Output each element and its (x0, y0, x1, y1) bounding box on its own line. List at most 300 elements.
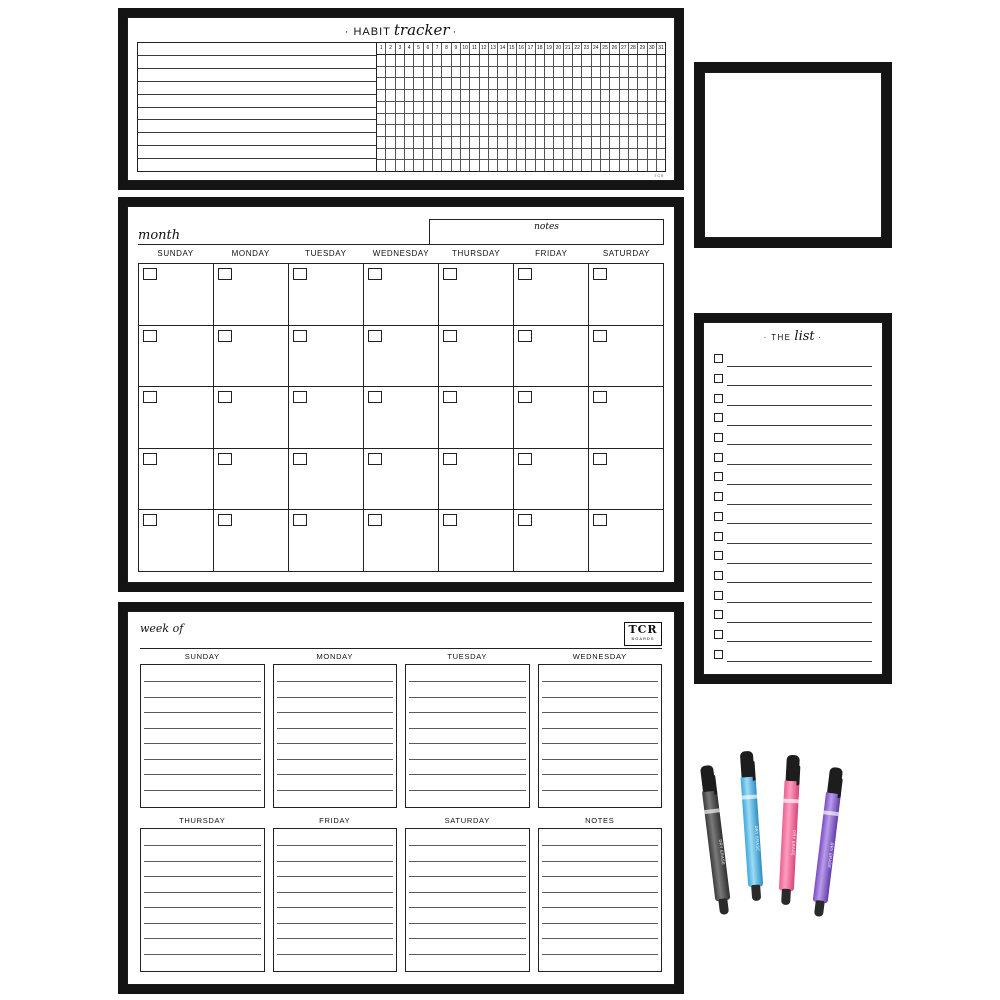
weekly-writing-line[interactable] (144, 775, 261, 790)
weekly-writing-line[interactable] (409, 955, 526, 969)
habit-check-cell[interactable] (526, 78, 535, 89)
habit-check-cell[interactable] (452, 67, 461, 78)
month-day-cell[interactable] (289, 387, 364, 448)
month-date-number-box[interactable] (593, 268, 607, 280)
weekly-writing-line[interactable] (542, 831, 659, 846)
month-day-cell[interactable] (514, 449, 589, 510)
habit-check-cell[interactable] (629, 125, 638, 136)
habit-check-cell[interactable] (620, 137, 629, 148)
habit-check-cell[interactable] (386, 114, 395, 125)
habit-check-cell[interactable] (470, 114, 479, 125)
month-day-cell[interactable] (589, 510, 663, 571)
marker-purple[interactable] (811, 767, 844, 918)
weekly-writing-line[interactable] (542, 667, 659, 682)
weekly-writing-line[interactable] (144, 698, 261, 713)
list-write-line[interactable] (727, 640, 872, 642)
habit-check-cell[interactable] (629, 149, 638, 160)
weekly-writing-line[interactable] (144, 713, 261, 728)
month-day-cell[interactable] (214, 387, 289, 448)
weekly-day-writing-area[interactable] (538, 828, 663, 972)
habit-check-cell[interactable] (461, 125, 470, 136)
habit-name-row[interactable] (138, 133, 376, 146)
month-date-number-box[interactable] (218, 453, 232, 465)
habit-check-cell[interactable] (545, 78, 554, 89)
habit-check-cell[interactable] (610, 149, 619, 160)
weekly-writing-line[interactable] (277, 955, 394, 969)
weekly-day-writing-area[interactable] (273, 664, 398, 808)
list-write-line[interactable] (727, 443, 872, 445)
month-date-number-box[interactable] (368, 268, 382, 280)
habit-check-cell[interactable] (498, 149, 507, 160)
weekly-writing-line[interactable] (409, 908, 526, 923)
month-day-cell[interactable] (439, 264, 514, 325)
list-write-line[interactable] (727, 581, 872, 583)
month-date-number-box[interactable] (518, 514, 532, 526)
habit-check-cell[interactable] (498, 67, 507, 78)
habit-check-cell[interactable] (657, 149, 665, 160)
weekly-writing-line[interactable] (144, 955, 261, 969)
habit-check-cell[interactable] (610, 67, 619, 78)
habit-check-cell[interactable] (610, 137, 619, 148)
habit-check-cell[interactable] (386, 137, 395, 148)
weekly-writing-line[interactable] (144, 893, 261, 908)
weekly-writing-line[interactable] (542, 955, 659, 969)
habit-check-cell[interactable] (396, 149, 405, 160)
habit-check-cell[interactable] (442, 149, 451, 160)
month-day-cell[interactable] (439, 326, 514, 387)
habit-check-cell[interactable] (396, 125, 405, 136)
weekly-writing-line[interactable] (144, 831, 261, 846)
habit-check-cell[interactable] (592, 137, 601, 148)
list-checkbox[interactable] (714, 472, 723, 481)
month-date-grid[interactable] (138, 263, 664, 572)
habit-check-cell[interactable] (424, 67, 433, 78)
habit-check-cell[interactable] (377, 160, 386, 171)
habit-check-cell[interactable] (582, 67, 591, 78)
habit-check-cell[interactable] (582, 125, 591, 136)
month-date-number-box[interactable] (143, 514, 157, 526)
habit-check-cell[interactable] (424, 78, 433, 89)
habit-check-cell[interactable] (424, 137, 433, 148)
habit-check-cell[interactable] (470, 55, 479, 66)
weekly-writing-line[interactable] (144, 791, 261, 805)
habit-check-cell[interactable] (545, 114, 554, 125)
habit-check-cell[interactable] (554, 137, 563, 148)
habit-check-cell[interactable] (638, 67, 647, 78)
habit-check-cell[interactable] (526, 125, 535, 136)
list-item[interactable] (714, 349, 872, 369)
month-day-cell[interactable] (139, 387, 214, 448)
habit-check-cell[interactable] (592, 102, 601, 113)
month-day-cell[interactable] (214, 449, 289, 510)
month-date-number-box[interactable] (143, 330, 157, 342)
habit-check-cell[interactable] (470, 137, 479, 148)
list-item[interactable] (714, 487, 872, 507)
habit-check-cell[interactable] (554, 160, 563, 171)
habit-check-cell[interactable] (452, 78, 461, 89)
habit-check-cell[interactable] (601, 90, 610, 101)
habit-names-column[interactable] (137, 42, 376, 172)
habit-check-cell[interactable] (657, 78, 665, 89)
habit-check-row[interactable] (377, 102, 665, 114)
habit-check-cell[interactable] (638, 137, 647, 148)
weekly-day-column[interactable] (405, 652, 530, 808)
habit-check-cell[interactable] (620, 160, 629, 171)
habit-check-cell[interactable] (638, 160, 647, 171)
habit-check-cell[interactable] (573, 114, 582, 125)
habit-check-cell[interactable] (424, 102, 433, 113)
list-checkbox[interactable] (714, 591, 723, 600)
habit-check-cell[interactable] (629, 78, 638, 89)
habit-check-cell[interactable] (629, 160, 638, 171)
habit-check-cell[interactable] (582, 149, 591, 160)
habit-check-cell[interactable] (629, 102, 638, 113)
list-checkbox[interactable] (714, 551, 723, 560)
weekly-writing-line[interactable] (409, 698, 526, 713)
habit-check-cell[interactable] (573, 90, 582, 101)
habit-check-cell[interactable] (508, 102, 517, 113)
habit-name-row[interactable] (138, 43, 376, 56)
weekly-writing-line[interactable] (409, 760, 526, 775)
habit-check-cell[interactable] (582, 55, 591, 66)
habit-check-cell[interactable] (424, 90, 433, 101)
habit-check-cell[interactable] (657, 55, 665, 66)
month-name-field[interactable]: month (138, 228, 218, 245)
weekly-day-column[interactable] (273, 816, 398, 972)
habit-check-cell[interactable] (564, 55, 573, 66)
weekly-writing-line[interactable] (277, 667, 394, 682)
habit-check-cell[interactable] (648, 78, 657, 89)
habit-check-cell[interactable] (498, 160, 507, 171)
list-checkbox[interactable] (714, 394, 723, 403)
habit-check-cell[interactable] (461, 102, 470, 113)
month-day-cell[interactable] (364, 264, 439, 325)
month-date-number-box[interactable] (293, 330, 307, 342)
habit-check-cell[interactable] (592, 149, 601, 160)
habit-check-cell[interactable] (629, 90, 638, 101)
habit-check-cell[interactable] (638, 114, 647, 125)
weekly-writing-line[interactable] (144, 924, 261, 939)
habit-check-cell[interactable] (470, 67, 479, 78)
habit-check-cell[interactable] (610, 90, 619, 101)
list-checkbox[interactable] (714, 492, 723, 501)
weekly-writing-line[interactable] (409, 862, 526, 877)
habit-check-cell[interactable] (452, 149, 461, 160)
habit-check-row[interactable] (377, 114, 665, 126)
habit-check-cell[interactable] (582, 102, 591, 113)
habit-check-cell[interactable] (638, 149, 647, 160)
habit-check-cell[interactable] (414, 90, 423, 101)
habit-check-cell[interactable] (452, 114, 461, 125)
list-item[interactable] (714, 428, 872, 448)
month-date-number-box[interactable] (518, 391, 532, 403)
weekly-writing-line[interactable] (277, 939, 394, 954)
month-date-number-box[interactable] (368, 453, 382, 465)
habit-check-cell[interactable] (517, 102, 526, 113)
habit-check-cell[interactable] (452, 137, 461, 148)
habit-check-cell[interactable] (480, 137, 489, 148)
weekly-writing-line[interactable] (144, 744, 261, 759)
weekly-writing-line[interactable] (542, 846, 659, 861)
habit-check-cell[interactable] (545, 55, 554, 66)
habit-check-cell[interactable] (396, 90, 405, 101)
weekly-writing-line[interactable] (277, 682, 394, 697)
habit-check-cell[interactable] (377, 137, 386, 148)
habit-check-cell[interactable] (592, 125, 601, 136)
habit-check-cell[interactable] (414, 55, 423, 66)
habit-check-cell[interactable] (489, 102, 498, 113)
list-item[interactable] (714, 388, 872, 408)
list-write-line[interactable] (727, 384, 872, 386)
habit-check-cell[interactable] (452, 160, 461, 171)
habit-name-row[interactable] (138, 120, 376, 133)
habit-check-cell[interactable] (433, 78, 442, 89)
habit-check-cell[interactable] (620, 114, 629, 125)
month-date-number-box[interactable] (593, 514, 607, 526)
habit-check-cell[interactable] (573, 149, 582, 160)
weekly-day-column[interactable] (405, 816, 530, 972)
habit-check-cell[interactable] (508, 149, 517, 160)
habit-check-cell[interactable] (461, 67, 470, 78)
habit-check-cell[interactable] (405, 160, 414, 171)
weekly-writing-line[interactable] (409, 791, 526, 805)
month-day-cell[interactable] (514, 387, 589, 448)
habit-check-row[interactable] (377, 90, 665, 102)
month-day-cell[interactable] (139, 449, 214, 510)
habit-check-cell[interactable] (638, 55, 647, 66)
blank-memo-board[interactable] (694, 62, 892, 248)
habit-check-cell[interactable] (536, 78, 545, 89)
list-write-line[interactable] (727, 660, 872, 662)
list-item[interactable] (714, 369, 872, 389)
habit-check-cell[interactable] (386, 55, 395, 66)
weekly-writing-line[interactable] (542, 924, 659, 939)
list-write-line[interactable] (727, 463, 872, 465)
month-date-number-box[interactable] (143, 268, 157, 280)
habit-check-cell[interactable] (461, 114, 470, 125)
weekly-writing-line[interactable] (409, 831, 526, 846)
habit-check-cell[interactable] (442, 125, 451, 136)
habit-check-cell[interactable] (480, 149, 489, 160)
habit-check-cell[interactable] (536, 114, 545, 125)
month-date-number-box[interactable] (143, 453, 157, 465)
habit-check-cell[interactable] (554, 125, 563, 136)
habit-check-cell[interactable] (433, 114, 442, 125)
habit-check-cell[interactable] (526, 55, 535, 66)
weekly-writing-line[interactable] (277, 862, 394, 877)
weekly-writing-line[interactable] (277, 893, 394, 908)
month-date-number-box[interactable] (218, 514, 232, 526)
list-checkbox[interactable] (714, 374, 723, 383)
habit-check-cell[interactable] (480, 78, 489, 89)
weekly-planner-board[interactable] (118, 602, 684, 994)
habit-check-cell[interactable] (461, 149, 470, 160)
habit-check-cell[interactable] (452, 55, 461, 66)
weekly-writing-line[interactable] (277, 908, 394, 923)
list-write-line[interactable] (727, 483, 872, 485)
habit-check-cell[interactable] (648, 137, 657, 148)
weekly-writing-line[interactable] (277, 775, 394, 790)
habit-check-cell[interactable] (396, 137, 405, 148)
habit-check-cell[interactable] (405, 149, 414, 160)
habit-name-row[interactable] (138, 82, 376, 95)
list-item[interactable] (714, 546, 872, 566)
weekly-writing-line[interactable] (144, 729, 261, 744)
habit-check-cell[interactable] (405, 78, 414, 89)
habit-check-cell[interactable] (377, 78, 386, 89)
list-item[interactable] (714, 605, 872, 625)
habit-check-cell[interactable] (498, 114, 507, 125)
habit-check-cell[interactable] (592, 114, 601, 125)
habit-name-row[interactable] (138, 159, 376, 171)
month-day-cell[interactable] (514, 510, 589, 571)
habit-check-cell[interactable] (442, 137, 451, 148)
habit-check-cell[interactable] (554, 90, 563, 101)
habit-check-cell[interactable] (442, 102, 451, 113)
habit-check-cell[interactable] (601, 125, 610, 136)
list-checkbox[interactable] (714, 354, 723, 363)
habit-check-cell[interactable] (620, 102, 629, 113)
habit-check-cell[interactable] (610, 78, 619, 89)
habit-check-cell[interactable] (461, 90, 470, 101)
habit-check-cell[interactable] (620, 149, 629, 160)
habit-check-cell[interactable] (545, 90, 554, 101)
habit-check-cell[interactable] (601, 67, 610, 78)
monthly-calendar-surface[interactable] (127, 206, 675, 583)
weekly-day-writing-area[interactable] (538, 664, 663, 808)
weekly-day-writing-area[interactable] (405, 828, 530, 972)
weekly-writing-line[interactable] (277, 924, 394, 939)
habit-check-cell[interactable] (386, 160, 395, 171)
habit-check-cell[interactable] (508, 78, 517, 89)
habit-check-cell[interactable] (470, 78, 479, 89)
habit-check-cell[interactable] (564, 114, 573, 125)
habit-check-cell[interactable] (414, 160, 423, 171)
habit-check-cell[interactable] (648, 114, 657, 125)
month-day-cell[interactable] (439, 510, 514, 571)
habit-check-cell[interactable] (386, 149, 395, 160)
weekly-writing-line[interactable] (542, 939, 659, 954)
marker-blue[interactable] (739, 751, 764, 902)
habit-check-cell[interactable] (526, 137, 535, 148)
month-date-number-box[interactable] (443, 453, 457, 465)
habit-check-cell[interactable] (629, 137, 638, 148)
month-day-cell[interactable] (214, 510, 289, 571)
habit-tracker-surface[interactable] (127, 17, 675, 181)
habit-check-cell[interactable] (601, 78, 610, 89)
habit-check-cell[interactable] (545, 102, 554, 113)
habit-check-cell[interactable] (433, 137, 442, 148)
weekly-writing-line[interactable] (277, 698, 394, 713)
habit-check-cell[interactable] (638, 125, 647, 136)
month-date-number-box[interactable] (443, 514, 457, 526)
habit-check-cell[interactable] (657, 137, 665, 148)
habit-check-cell[interactable] (564, 90, 573, 101)
weekly-planner-surface[interactable] (127, 611, 675, 985)
habit-check-cell[interactable] (461, 78, 470, 89)
habit-check-cell[interactable] (610, 114, 619, 125)
habit-check-cell[interactable] (517, 67, 526, 78)
list-checkbox[interactable] (714, 571, 723, 580)
habit-check-cell[interactable] (657, 125, 665, 136)
habit-check-cell[interactable] (536, 90, 545, 101)
habit-check-cell[interactable] (554, 114, 563, 125)
weekly-writing-line[interactable] (542, 698, 659, 713)
habit-check-cell[interactable] (442, 55, 451, 66)
habit-check-cell[interactable] (638, 78, 647, 89)
habit-check-cell[interactable] (498, 90, 507, 101)
habit-check-cell[interactable] (414, 67, 423, 78)
weekly-writing-line[interactable] (542, 682, 659, 697)
habit-check-cell[interactable] (452, 102, 461, 113)
list-checkbox[interactable] (714, 453, 723, 462)
habit-check-cell[interactable] (442, 90, 451, 101)
habit-check-cell[interactable] (629, 114, 638, 125)
weekly-writing-line[interactable] (542, 908, 659, 923)
habit-check-cell[interactable] (498, 125, 507, 136)
habit-check-cell[interactable] (592, 55, 601, 66)
month-day-cell[interactable] (214, 326, 289, 387)
habit-check-cell[interactable] (601, 149, 610, 160)
habit-check-cell[interactable] (433, 149, 442, 160)
weekly-writing-line[interactable] (542, 893, 659, 908)
habit-check-cell[interactable] (620, 125, 629, 136)
weekly-writing-line[interactable] (144, 760, 261, 775)
habit-check-cell[interactable] (480, 67, 489, 78)
habit-check-cell[interactable] (554, 67, 563, 78)
month-date-number-box[interactable] (443, 330, 457, 342)
habit-check-cell[interactable] (545, 67, 554, 78)
habit-check-cell[interactable] (424, 149, 433, 160)
weekly-day-writing-area[interactable] (405, 664, 530, 808)
weekly-writing-line[interactable] (409, 877, 526, 892)
habit-check-cell[interactable] (414, 125, 423, 136)
habit-check-cell[interactable] (396, 78, 405, 89)
monthly-calendar-board[interactable] (118, 197, 684, 592)
habit-check-cell[interactable] (508, 67, 517, 78)
weekly-writing-line[interactable] (277, 877, 394, 892)
habit-check-cell[interactable] (508, 114, 517, 125)
habit-check-cell[interactable] (629, 55, 638, 66)
weekly-writing-line[interactable] (277, 846, 394, 861)
weekly-day-writing-area[interactable] (140, 664, 265, 808)
habit-check-cell[interactable] (508, 90, 517, 101)
habit-name-row[interactable] (138, 108, 376, 121)
habit-check-cell[interactable] (480, 102, 489, 113)
month-date-number-box[interactable] (218, 330, 232, 342)
habit-check-cell[interactable] (433, 90, 442, 101)
habit-check-cell[interactable] (592, 160, 601, 171)
habit-check-cell[interactable] (545, 125, 554, 136)
weekly-writing-line[interactable] (542, 791, 659, 805)
month-date-number-box[interactable] (368, 330, 382, 342)
habit-check-cell[interactable] (377, 149, 386, 160)
month-date-number-box[interactable] (593, 391, 607, 403)
habit-check-cell[interactable] (620, 78, 629, 89)
habit-name-row[interactable] (138, 146, 376, 159)
weekly-writing-line[interactable] (542, 729, 659, 744)
habit-check-cell[interactable] (498, 78, 507, 89)
month-date-number-box[interactable] (368, 514, 382, 526)
habit-check-cell[interactable] (396, 67, 405, 78)
month-date-number-box[interactable] (293, 514, 307, 526)
habit-check-cell[interactable] (396, 102, 405, 113)
habit-check-cell[interactable] (442, 78, 451, 89)
habit-check-cell[interactable] (405, 137, 414, 148)
month-date-number-box[interactable] (218, 391, 232, 403)
list-item[interactable] (714, 408, 872, 428)
habit-check-cell[interactable] (620, 55, 629, 66)
